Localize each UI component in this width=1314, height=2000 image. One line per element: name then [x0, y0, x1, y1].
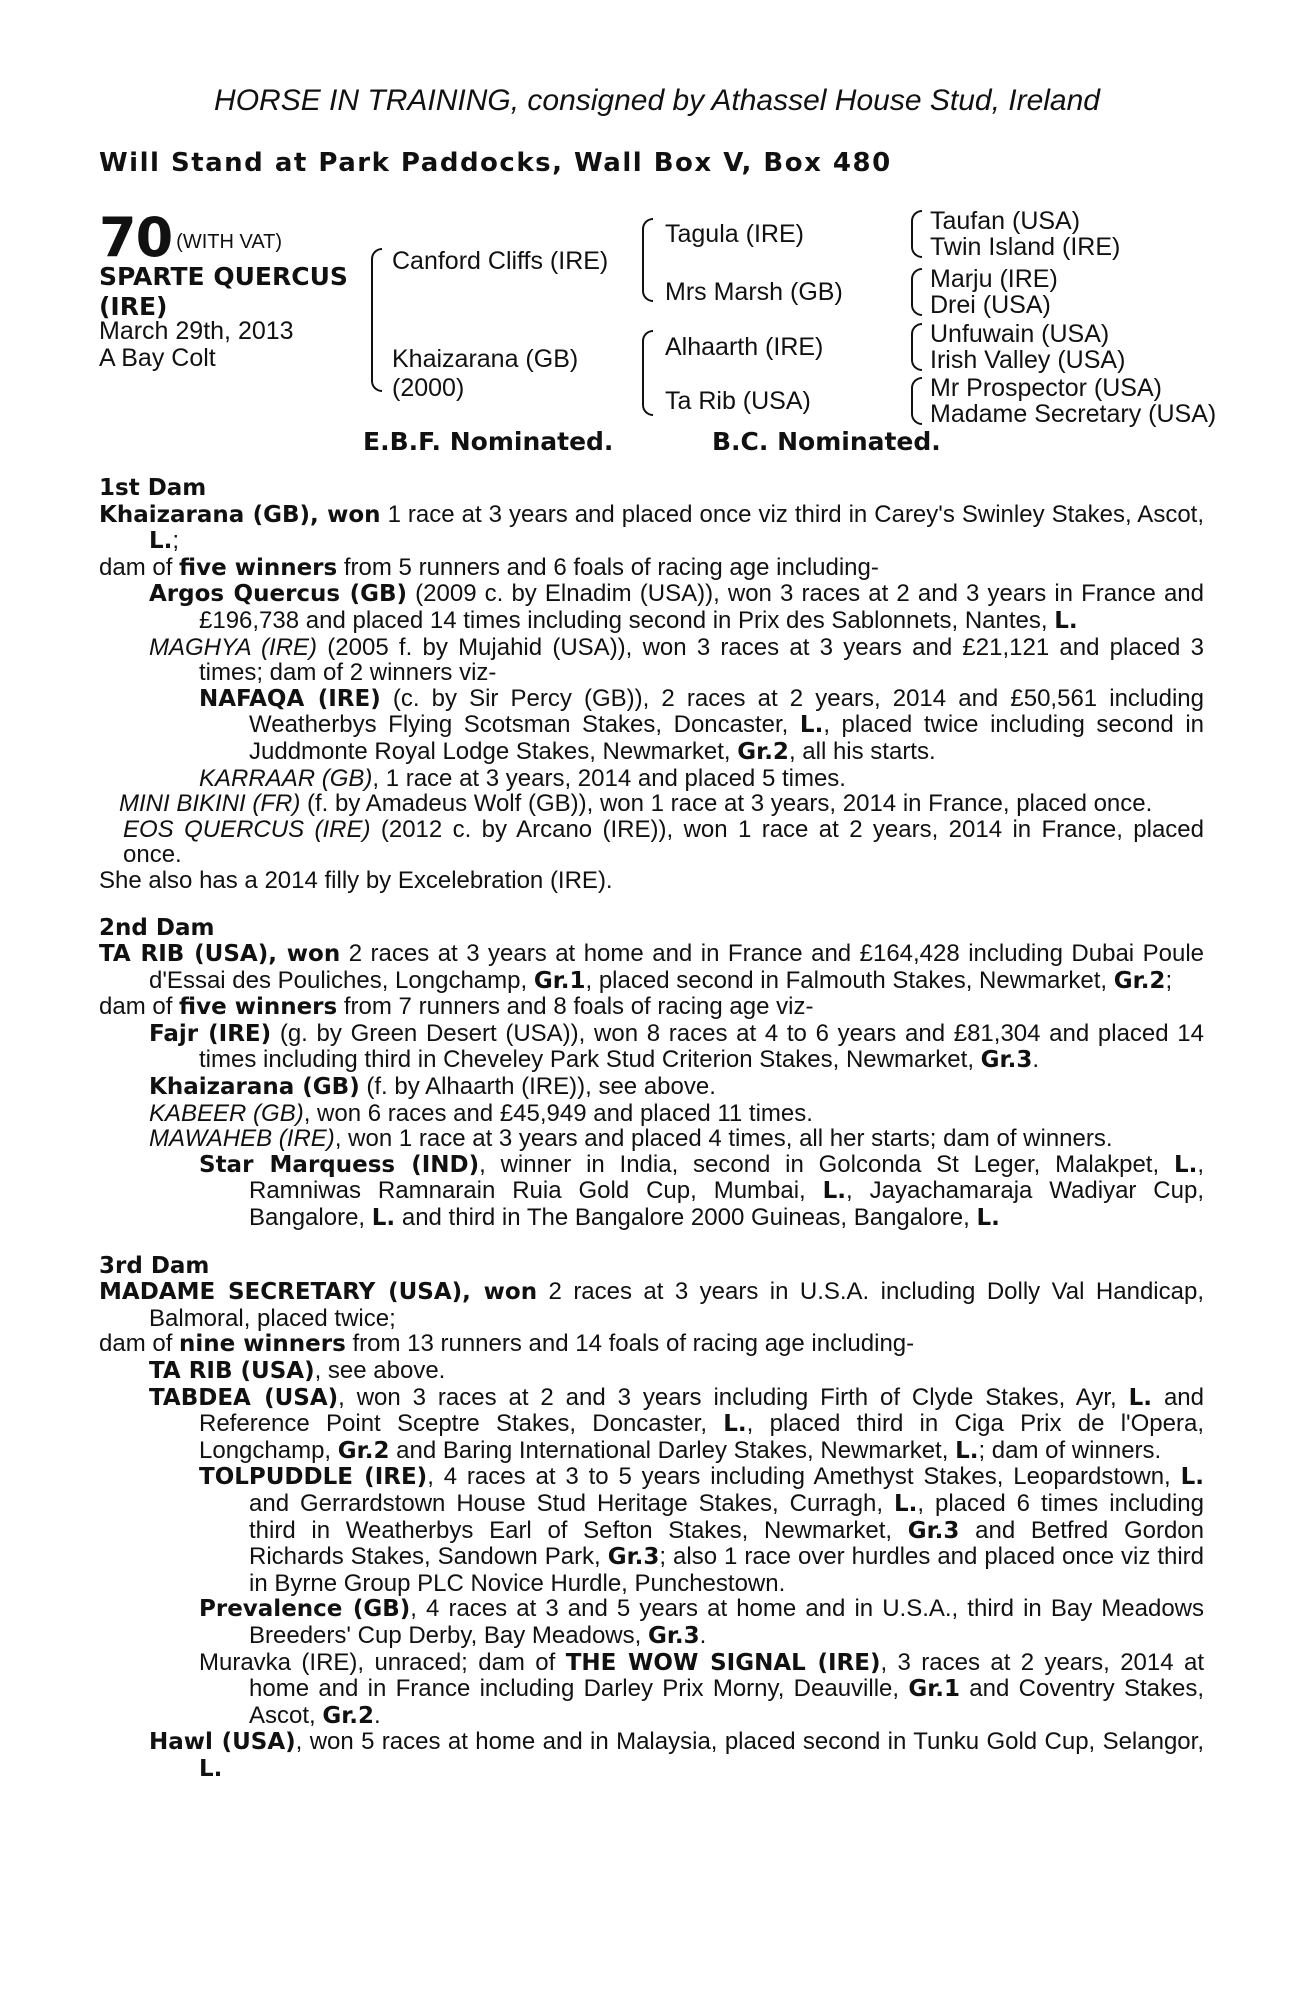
offspring-name: KARRAAR (GB)	[199, 764, 373, 792]
produce-pre: dam of	[99, 993, 180, 1021]
brace-ss	[911, 210, 922, 258]
group-mark: Gr.2	[337, 1437, 390, 1464]
listed-mark: L.	[799, 712, 824, 739]
offspring-name: TOLPUDDLE (IRE)	[199, 1464, 428, 1491]
pedigree-dam-sire: Alhaarth (IRE)	[665, 333, 824, 361]
offspring-name: MINI BIKINI (FR)	[119, 790, 301, 818]
first-dam-offspring	[99, 581, 1204, 634]
offspring-text: , 4 races at 3 and 5 years at home and in U.S.A., third in Bay Meadows Breeders' Cup Derby, Bay Meadows,	[249, 1595, 1205, 1649]
third-dam-offspring	[99, 1729, 1204, 1782]
horse-description: A Bay Colt	[99, 344, 216, 372]
third-dam-offspring	[99, 1385, 1204, 1465]
ebf-nomination: E.B.F. Nominated.	[363, 427, 614, 456]
group-mark: Gr.3	[907, 1517, 960, 1544]
listed-mark: L.	[1173, 1151, 1198, 1178]
horse-name-line2: (IRE)	[99, 292, 168, 321]
first-dam-produce	[99, 555, 1204, 582]
produce-count: nine winners	[179, 1331, 346, 1358]
listed-mark: L.	[822, 1178, 847, 1205]
listed-mark: L.	[955, 1437, 979, 1464]
produce-count: five winners	[179, 554, 338, 581]
second-dam-heading: 2nd Dam	[99, 914, 215, 941]
third-dam-grand-offspring	[99, 1596, 1204, 1649]
pedigree-dsd: Irish Valley (USA)	[930, 346, 1126, 374]
third-dam-heading: 3rd Dam	[99, 1252, 210, 1279]
offspring-name: Khaizarana (GB)	[149, 1074, 360, 1101]
lot-number-line	[99, 206, 282, 269]
offspring-text: , 4 races at 3 to 5 years including Amethyst Stakes, Leopardstown,	[427, 1463, 1181, 1491]
offspring-text: ; dam of winners.	[978, 1436, 1162, 1464]
first-dam-offspring	[99, 635, 1204, 686]
offspring-text: and Baring International Darley Stakes, Newmarket,	[389, 1436, 956, 1464]
punct: ;	[172, 527, 180, 555]
pedigree-dds: Mr Prospector (USA)	[930, 374, 1162, 402]
first-dam-name: Khaizarana (GB), won	[99, 501, 381, 528]
offspring-text: , all his starts.	[788, 737, 936, 765]
lot-number: 70	[99, 206, 173, 269]
horse-name-line1: SPARTE QUERCUS	[99, 262, 348, 291]
dam-parents-brace	[642, 330, 653, 416]
offspring-text: and Coventry Stakes, Ascot,	[249, 1675, 1204, 1729]
offspring-name: Prevalence (GB)	[199, 1596, 411, 1623]
first-dam-grand-offspring	[99, 686, 1204, 766]
second-dam-offspring	[99, 1101, 1204, 1127]
first-dam-offspring	[99, 791, 1204, 817]
brace-dd	[911, 377, 922, 425]
group-mark: Gr.3	[980, 1047, 1033, 1074]
produce-count: five winners	[179, 994, 338, 1021]
produce-post: from 5 runners and 6 foals of racing age including-	[337, 553, 879, 581]
punct: .	[699, 1621, 707, 1649]
first-dam-record-text: 1 race at 3 years and placed once viz third in Carey's Swinley Stakes, Ascot,	[380, 500, 1204, 528]
first-dam-record	[99, 502, 1204, 555]
pedigree-sire-sire: Tagula (IRE)	[665, 220, 804, 248]
offspring-text: , placed third in Ciga Prix de l'Opera, Longchamp,	[199, 1410, 1204, 1464]
listed-mark: L.	[1180, 1464, 1204, 1491]
offspring-text: and Betfred Gordon Richards Stakes, Sandown Park,	[249, 1516, 1204, 1571]
offspring-name: MAWAHEB (IRE)	[149, 1125, 335, 1153]
vat-note: (WITH VAT)	[176, 231, 283, 253]
brace-ds	[911, 323, 922, 371]
second-dam-offspring	[99, 1021, 1204, 1074]
offspring-name: THE WOW SIGNAL (IRE)	[565, 1649, 881, 1676]
second-dam-grand-offspring	[99, 1152, 1204, 1232]
first-dam-heading: 1st Dam	[99, 475, 207, 501]
offspring-text: , won 5 races at home and in Malaysia, placed second in Tunku Gold Cup, Selangor,	[295, 1728, 1204, 1756]
pedigree-sdd: Drei (USA)	[930, 291, 1051, 319]
produce-post: from 7 runners and 8 foals of racing age viz-	[337, 993, 814, 1021]
third-dam-grand-offspring	[99, 1650, 1204, 1730]
pedigree-sire-dam: Mrs Marsh (GB)	[665, 278, 843, 306]
offspring-text: (2009 c. by Elnadim (USA)), won 3 races at 2 and 3 years in France and £196,738 and placed 14 times including second in Prix des Sablonnets, Nantes,	[199, 580, 1204, 634]
listed-mark: L.	[149, 528, 173, 555]
stand-location: Will Stand at Park Paddocks, Wall Box V, Box 480	[99, 148, 892, 178]
offspring-text: (2005 f. by Mujahid (USA)), won 3 races at 3 years and £21,121 and placed 3 times; dam of 2 winners viz-	[199, 633, 1204, 687]
offspring-text: and third in The Bangalore 2000 Guineas, Bangalore,	[395, 1204, 977, 1232]
pedigree-sss: Taufan (USA)	[930, 207, 1081, 235]
pedigree-sds: Marju (IRE)	[930, 265, 1058, 293]
offspring-text: , winner in India, second in Golconda St Leger, Malakpet,	[479, 1150, 1174, 1178]
punct: .	[1032, 1046, 1040, 1074]
pedigree-dam-dam: Ta Rib (USA)	[665, 387, 811, 415]
record-text: 2 races at 3 years at home and in France and £164,428 including Dubai Poule d'Essai des Pouliches, Longchamp,	[149, 940, 1204, 994]
produce-pre: dam of	[99, 1330, 180, 1358]
punct: .	[374, 1701, 381, 1729]
group-mark: Gr.2	[737, 738, 789, 765]
record-text: , placed second in Falmouth Stakes, Newmarket,	[585, 966, 1114, 994]
offspring-text: (c. by Sir Percy (GB)), 2 races at 2 years, 2014 and £50,561 including Weatherbys Flying Scotsman Stakes, Doncaster,	[249, 684, 1204, 739]
offspring-name: EOS QUERCUS (IRE)	[123, 815, 371, 843]
first-dam-offspring	[99, 817, 1204, 868]
offspring-text: , see above.	[314, 1357, 446, 1384]
pedigree-dam-year: (2000)	[392, 374, 465, 402]
group-mark: Gr.3	[607, 1544, 660, 1571]
group-mark: Gr.1	[908, 1676, 961, 1703]
punct: ;	[1165, 966, 1173, 994]
offspring-text: , won 1 race at 3 years and placed 4 times, all her starts; dam of winners.	[334, 1125, 1113, 1153]
group-mark: Gr.2	[322, 1702, 375, 1729]
produce-post: from 13 runners and 14 foals of racing age including-	[345, 1330, 915, 1358]
offspring-text: (g. by Green Desert (USA)), won 8 races at 4 to 6 years and £81,304 and placed 14 times including third in Cheveley Park Stud Criterion Stakes, Newmarket,	[199, 1019, 1205, 1074]
sire-parents-brace	[642, 218, 653, 302]
offspring-text: , placed 6 times including third in Weatherbys Earl of Sefton Stakes, Newmarket,	[249, 1489, 1204, 1544]
third-dam-record	[99, 1279, 1204, 1331]
listed-mark: L.	[1128, 1384, 1153, 1411]
record-text: 2 races at 3 years in U.S.A. including Dolly Val Handicap, Balmoral, placed twice;	[149, 1278, 1204, 1332]
offspring-name: TABDEA (USA)	[149, 1384, 339, 1411]
offspring-text: , 1 race at 3 years, 2014 and placed 5 times.	[372, 764, 846, 792]
group-mark: Gr.2	[1113, 967, 1166, 994]
sire-dam-brace	[371, 248, 382, 392]
horse-name	[99, 262, 348, 322]
second-dam-offspring	[99, 1074, 1204, 1101]
offspring-name: Fajr (IRE)	[149, 1020, 272, 1047]
third-dam-grand-offspring	[99, 1464, 1204, 1596]
listed-mark: L.	[1054, 607, 1078, 634]
offspring-name: MAGHYA (IRE)	[149, 633, 318, 661]
second-dam-produce	[99, 994, 1204, 1021]
offspring-text: and Reference Point Sceptre Stakes, Doncaster,	[199, 1383, 1204, 1438]
first-dam-grand-offspring	[99, 766, 1204, 792]
pedigree-ddd: Madame Secretary (USA)	[930, 400, 1217, 428]
bc-nomination: B.C. Nominated.	[712, 427, 941, 456]
consignor-heading: HORSE IN TRAINING, consigned by Athassel House Stud, Ireland	[214, 84, 1100, 117]
foaling-date: March 29th, 2013	[99, 317, 294, 345]
offspring-name: Hawl (USA)	[149, 1729, 296, 1756]
offspring-text: ; also 1 race over hurdles and placed once viz third in Byrne Group PLC Novice Hurdle, Punchestown.	[249, 1543, 1204, 1597]
third-dam-produce	[99, 1331, 1204, 1358]
offspring-name: Star Marquess (IND)	[199, 1151, 480, 1178]
offspring-name: TA RIB (USA)	[149, 1358, 315, 1384]
offspring-text: , won 6 races and £45,949 and placed 11 times.	[303, 1099, 813, 1127]
produce-pre: dam of	[99, 553, 180, 581]
offspring-name: KABEER (GB)	[149, 1099, 304, 1127]
offspring-text: , 3 races at 2 years, 2014 at home and in France including Darley Prix Morny, Deauville,	[249, 1648, 1204, 1703]
pedigree-sire: Canford Cliffs (IRE)	[392, 247, 609, 275]
brace-sd	[911, 268, 922, 316]
group-mark: Gr.1	[533, 967, 586, 994]
horse-details	[99, 318, 294, 372]
offspring-name: Argos Quercus (GB)	[149, 581, 408, 608]
offspring-text: Muravka (IRE), unraced; dam of	[199, 1648, 566, 1676]
second-dam-offspring	[99, 1126, 1204, 1152]
offspring-text: , placed twice including second in Juddmonte Royal Lodge Stakes, Newmarket,	[249, 711, 1205, 765]
offspring-name: NAFAQA (IRE)	[199, 685, 381, 712]
offspring-text: (f. by Amadeus Wolf (GB)), won 1 race at 3 years, 2014 in France, placed once.	[300, 790, 1153, 818]
pedigree-ssd: Twin Island (IRE)	[930, 233, 1121, 261]
listed-mark: L.	[976, 1205, 1000, 1232]
pedigree-dam-name: Khaizarana (GB)	[392, 345, 579, 373]
group-mark: Gr.3	[647, 1622, 700, 1649]
second-dam-record	[99, 941, 1204, 994]
offspring-text: (f. by Alhaarth (IRE)), see above.	[359, 1073, 716, 1101]
pedigree-dam	[392, 345, 578, 403]
listed-mark: L.	[723, 1411, 747, 1438]
offspring-text: , won 3 races at 2 and 3 years including Firth of Clyde Stakes, Ayr,	[338, 1383, 1129, 1411]
first-dam-also: She also has a 2014 filly by Excelebration (IRE).	[99, 866, 613, 894]
offspring-text: , Jayachamaraja Wadiyar Cup, Bangalore,	[249, 1177, 1205, 1232]
pedigree-dss: Unfuwain (USA)	[930, 320, 1110, 348]
offspring-text: (2012 c. by Arcano (IRE)), won 1 race at 2 years, 2014 in France, placed once.	[123, 815, 1204, 869]
listed-mark: L.	[893, 1490, 918, 1517]
offspring-text: , Ramniwas Ramnarain Ruia Gold Cup, Mumbai,	[249, 1150, 1205, 1205]
listed-mark: L.	[199, 1755, 223, 1782]
catalogue-body	[99, 476, 1204, 1783]
listed-mark: L.	[371, 1205, 396, 1232]
offspring-text: and Gerrardstown House Stud Heritage Stakes, Curragh,	[249, 1489, 894, 1517]
third-dam-offspring	[99, 1358, 1204, 1385]
second-dam-name: TA RIB (USA), won	[99, 941, 341, 968]
third-dam-name: MADAME SECRETARY (USA), won	[99, 1279, 538, 1306]
